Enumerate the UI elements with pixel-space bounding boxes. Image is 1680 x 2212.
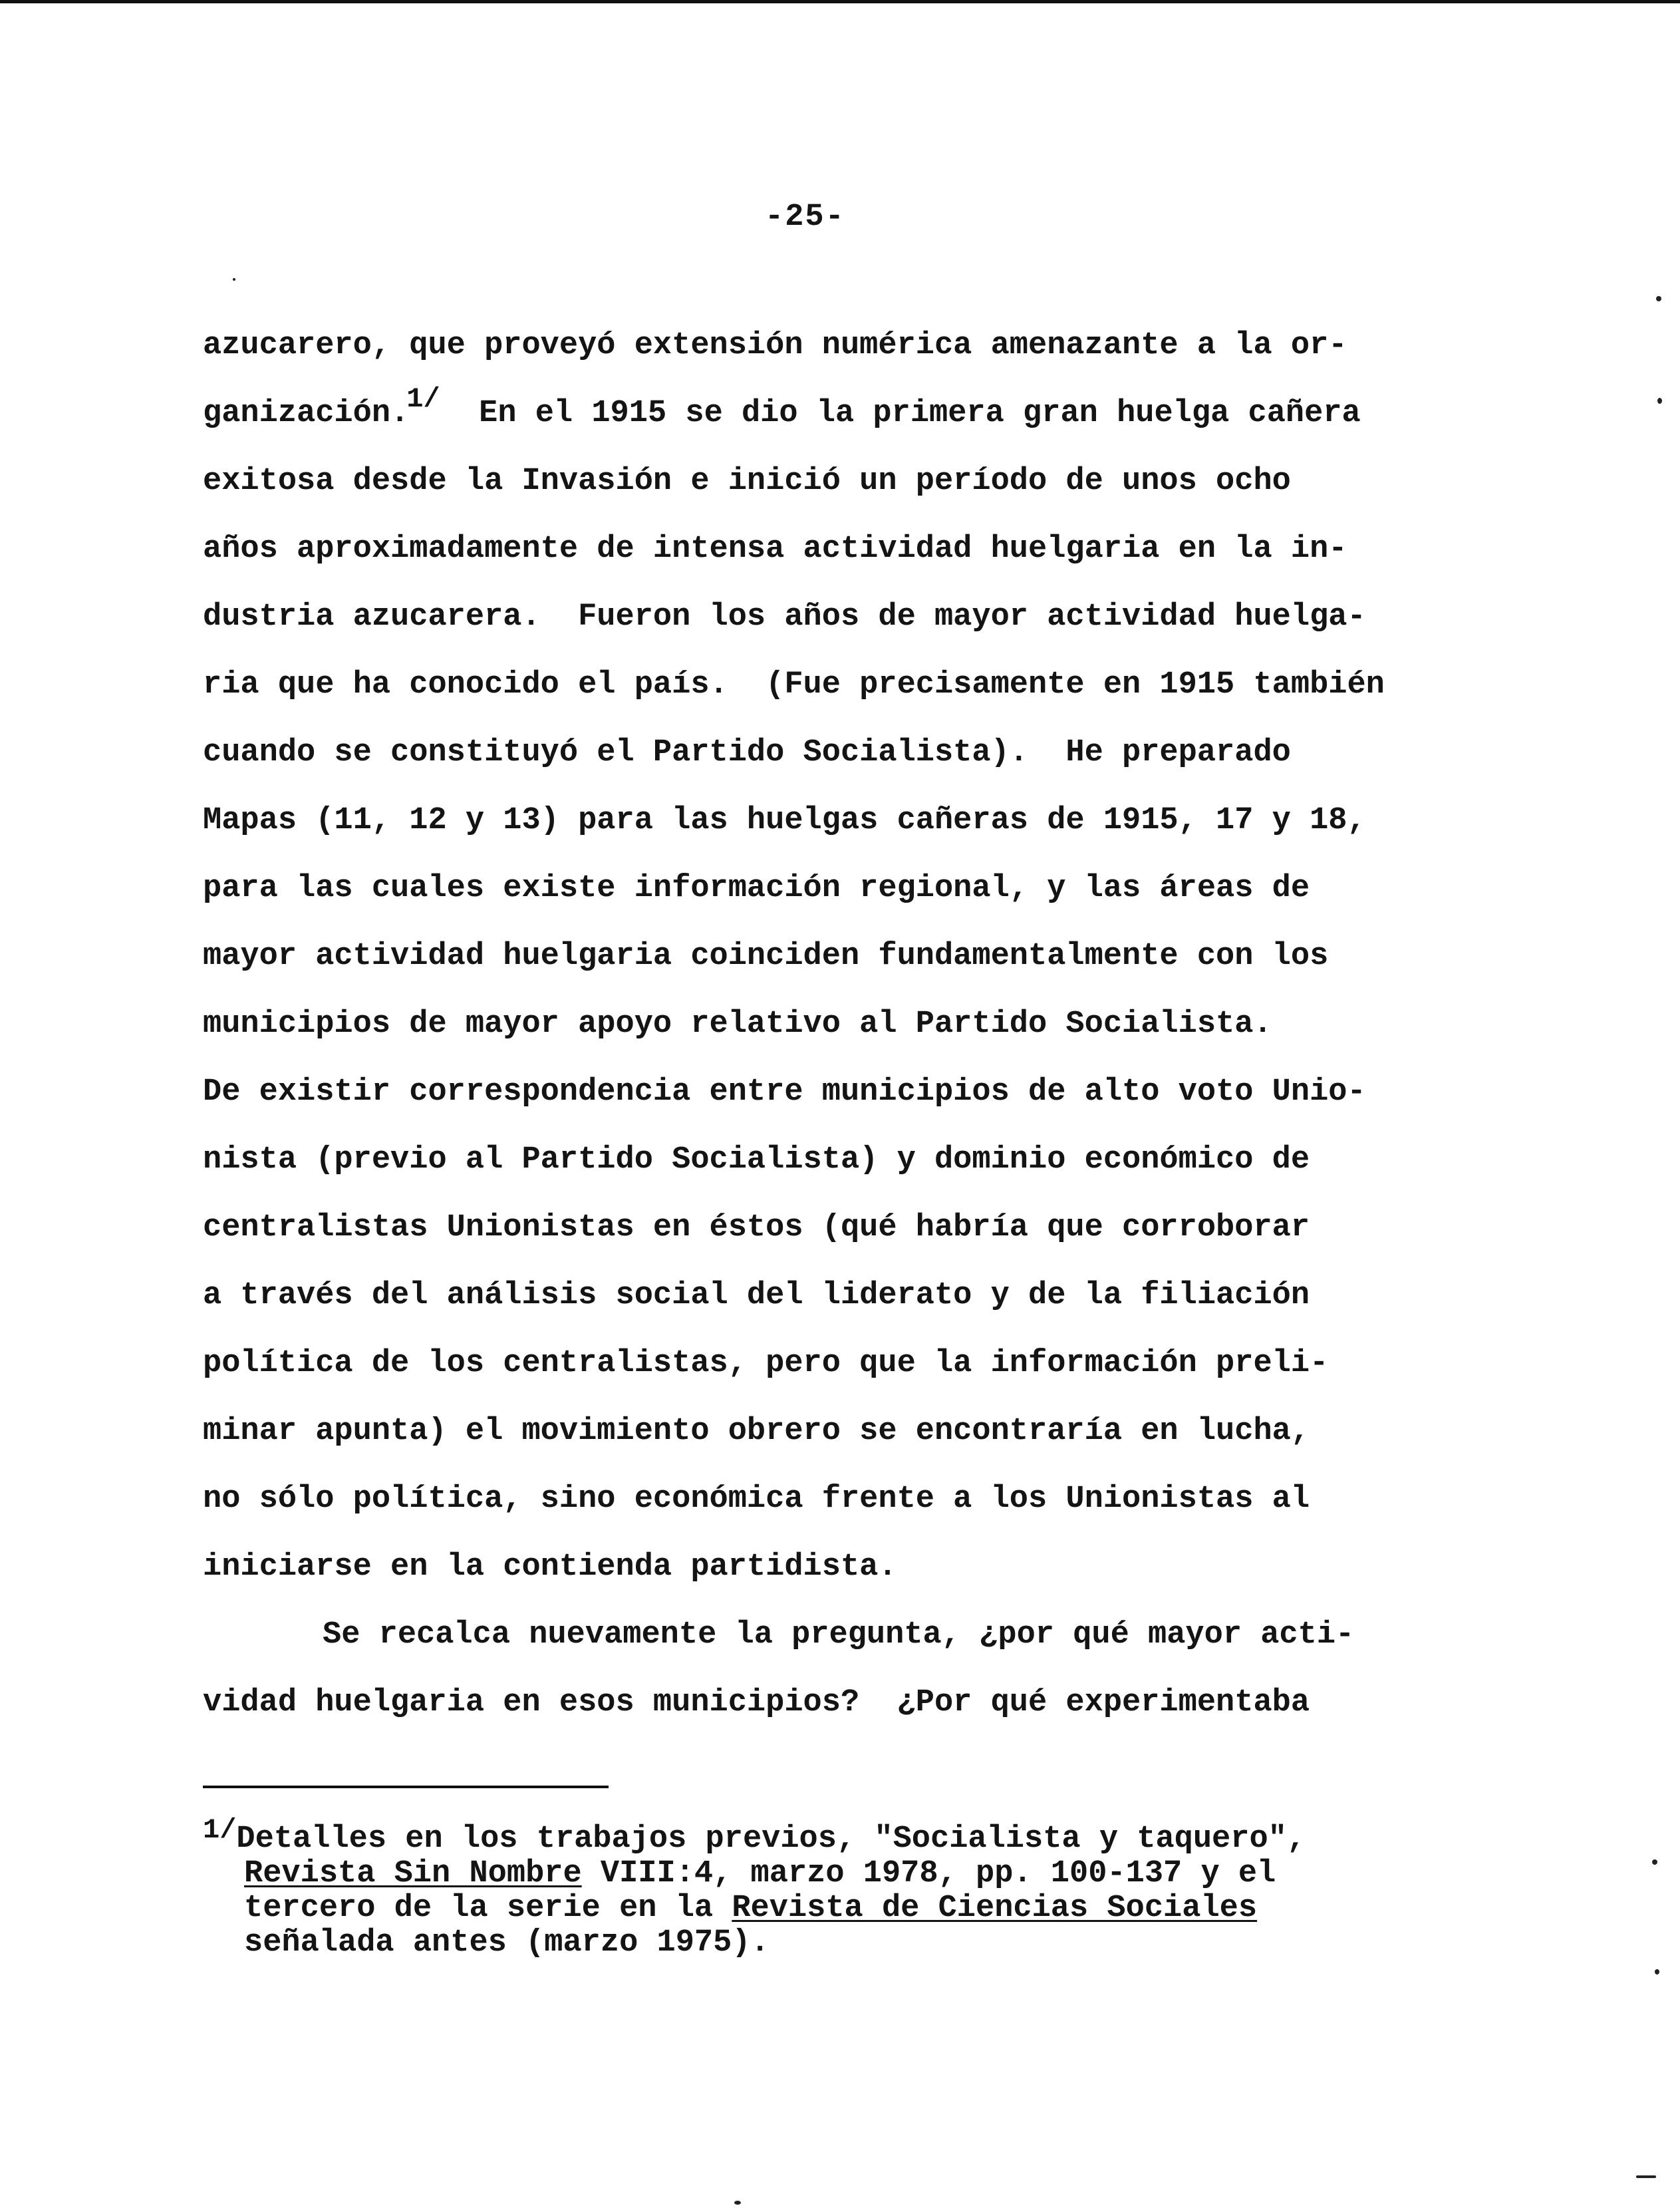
body-line: exitosa desde la Invasión e inició un período de unos ocho <box>203 464 1291 499</box>
body-text <box>203 324 1500 1749</box>
footnote <box>203 1814 1500 1961</box>
body-line: De existir correspondencia entre municipios de alto voto Unio- <box>203 1074 1366 1110</box>
body-line: nista (previo al Partido Socialista) y dominio económico de <box>203 1142 1310 1178</box>
body-line: azucarero, que proveyó extensión numérica amenazante a la or- <box>203 328 1347 363</box>
footnote-text: Detalles en los trabajos previos, "Socialista y taquero", <box>236 1821 1306 1857</box>
footnote-journal-title: Revista Sin Nombre <box>244 1856 582 1891</box>
footnote-journal-title: Revista de Ciencias Sociales <box>732 1891 1258 1926</box>
footnote-reference: 1/ <box>406 383 440 415</box>
page-number: -25- <box>765 200 845 235</box>
body-line-segment: ganización. <box>203 396 410 431</box>
body-line: municipios de mayor apoyo relativo al Partido Socialista. <box>203 1007 1272 1042</box>
body-line: centralistas Unionistas en éstos (qué habría que corroborar <box>203 1210 1310 1245</box>
scan-speck <box>1657 398 1662 404</box>
scan-speck <box>1652 1859 1657 1865</box>
footnote-line: señalada antes (marzo 1975). <box>244 1925 770 1961</box>
body-line: a través del análisis social del liderato y de la filiación <box>203 1278 1310 1313</box>
paragraph-start-line: Se recalca nuevamente la pregunta, ¿por qué mayor acti- <box>323 1617 1355 1653</box>
body-line: vidad huelgaria en esos municipios? ¿Por qué experimentaba <box>203 1685 1310 1720</box>
body-line: cuando se constituyó el Partido Socialista). He preparado <box>203 735 1291 770</box>
body-line: Mapas (11, 12 y 13) para las huelgas cañeras de 1915, 17 y 18, <box>203 803 1366 838</box>
footnote-line <box>203 1892 1500 1927</box>
footnote-line <box>203 1857 1500 1892</box>
footnote-separator <box>203 1786 609 1788</box>
body-line: años aproximadamente de intensa actividad huelgaria en la in- <box>203 532 1347 567</box>
body-line: dustria azucarera. Fueron los años de mayor actividad huelga- <box>203 599 1366 635</box>
scan-speck <box>734 2201 741 2205</box>
body-line: ria que ha conocido el país. (Fue precisamente en 1915 también <box>203 667 1385 703</box>
footnote-line <box>203 1814 1500 1857</box>
body-line: iniciarse en la contienda partidista. <box>203 1549 897 1585</box>
scan-speck <box>1656 296 1661 301</box>
scan-speck <box>1636 2175 1656 2178</box>
body-line: minar apunta) el movimiento obrero se encontraría en lucha, <box>203 1414 1310 1449</box>
footnote-text: VIII:4, marzo 1978, pp. 100-137 y el <box>581 1856 1276 1891</box>
footnote-text: tercero de la serie en la <box>244 1891 732 1926</box>
footnote-marker: 1/ <box>203 1814 237 1846</box>
scan-top-border <box>0 0 1680 3</box>
scan-speck <box>233 278 235 281</box>
body-line: para las cuales existe información regional, y las áreas de <box>203 871 1310 906</box>
body-line: no sólo política, sino económica frente a los Unionistas al <box>203 1482 1310 1517</box>
body-line: política de los centralistas, pero que la información preli- <box>203 1346 1329 1381</box>
body-line: mayor actividad huelgaria coinciden fundamentalmente con los <box>203 939 1329 974</box>
body-line-segment: En el 1915 se dio la primera gran huelga cañera <box>479 396 1361 431</box>
scan-speck <box>1655 1969 1659 1975</box>
body-line-with-footnote <box>203 383 1500 460</box>
